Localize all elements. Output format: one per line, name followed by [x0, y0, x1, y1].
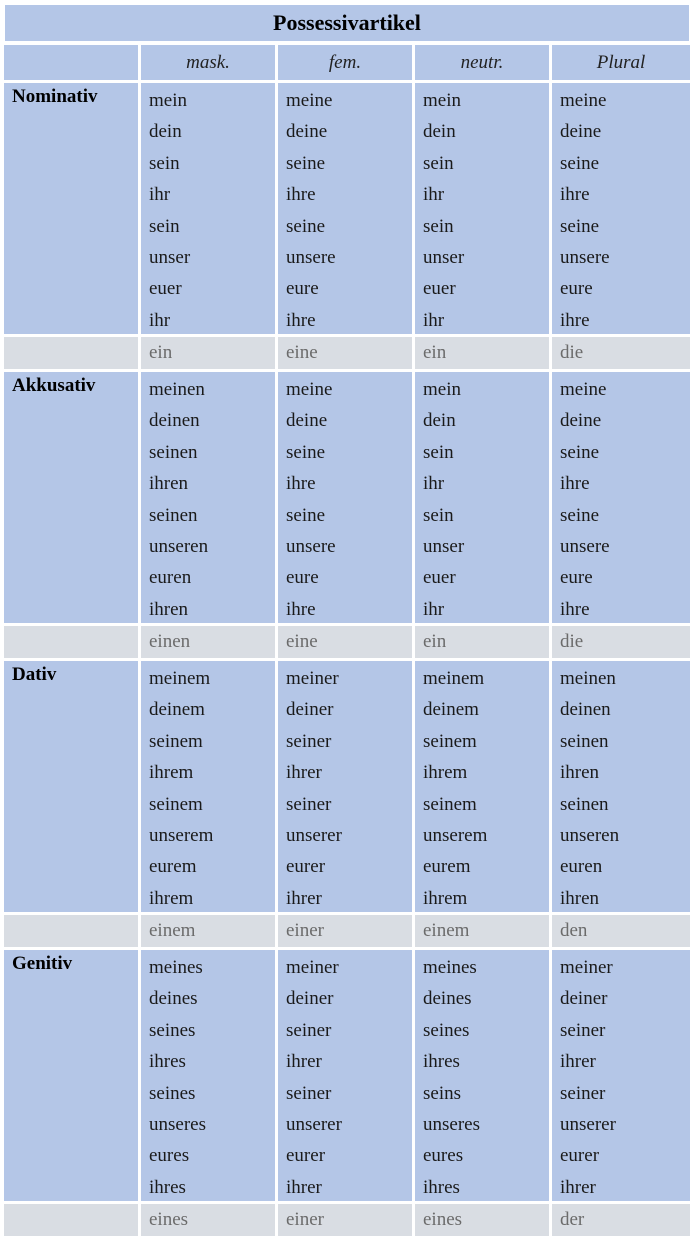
form-word: deiner [286, 699, 334, 721]
article-cell: eines [415, 1204, 552, 1236]
form-word: meinen [149, 379, 205, 400]
form-word: meiner [560, 957, 613, 978]
form-word: seines [423, 1019, 470, 1041]
form-word: ihrer [286, 762, 322, 784]
form-word: eure [560, 278, 593, 300]
form-word: seiner [286, 793, 332, 815]
form-word: seiner [560, 1019, 606, 1041]
form-word: unsere [286, 246, 336, 268]
case-label: Nominativ [4, 83, 141, 334]
form-word: ihr [423, 598, 445, 620]
form-word: unser [423, 246, 465, 268]
form-word: ihres [423, 1051, 460, 1073]
form-word: ihre [286, 598, 316, 620]
form-word: deine [560, 121, 602, 143]
forms-cell [552, 83, 690, 334]
form-word: sein [149, 152, 180, 174]
form-word: ihren [149, 598, 189, 620]
case-row-3 [4, 950, 690, 1201]
forms-cell [278, 83, 415, 334]
form-word: ihr [149, 184, 171, 206]
article-cell: eine [278, 337, 415, 369]
form-word: ihre [286, 309, 316, 331]
case-row-1 [4, 372, 690, 623]
form-word: meine [560, 90, 607, 111]
form-word: meinem [149, 668, 211, 689]
header-empty-cell [4, 45, 141, 80]
form-word: ihrer [560, 1051, 596, 1073]
forms-cell [415, 661, 552, 912]
form-word: seiner [286, 730, 332, 752]
article-cell: der [552, 1204, 690, 1236]
article-cell: den [552, 915, 690, 947]
form-word: mein [423, 90, 461, 111]
form-word: seinen [149, 441, 198, 463]
form-word: unseren [560, 824, 620, 846]
form-word: eurer [560, 1145, 600, 1167]
form-word: unserer [560, 1113, 616, 1135]
article-cell: eine [278, 626, 415, 658]
case-label: Akkusativ [4, 372, 141, 623]
form-word: deinen [560, 699, 611, 721]
forms-cell [278, 372, 415, 623]
form-word: unserer [286, 824, 342, 846]
form-word: meiner [286, 957, 339, 978]
form-word: unserem [149, 824, 214, 846]
form-word: ihr [423, 473, 445, 495]
form-word: eure [286, 567, 319, 589]
form-word: deines [149, 988, 198, 1010]
form-word: ihrer [560, 1176, 596, 1198]
forms-cell [278, 950, 415, 1201]
form-word: ihren [560, 887, 600, 909]
form-word: unser [423, 535, 465, 557]
form-word: ihrem [149, 887, 194, 909]
form-word: ihr [423, 309, 445, 331]
form-word: euren [149, 567, 192, 589]
form-word: dein [149, 121, 182, 143]
case-row-2 [4, 661, 690, 912]
form-word: seine [286, 441, 326, 463]
form-word: seiner [286, 1019, 332, 1041]
form-word: ihre [560, 473, 590, 495]
form-word: eure [286, 278, 319, 300]
form-word: seine [286, 504, 326, 526]
form-word: seine [560, 441, 600, 463]
article-cell: einer [278, 915, 415, 947]
form-word: meine [286, 90, 333, 111]
form-word: eures [423, 1145, 464, 1167]
form-word: unseren [149, 535, 209, 557]
form-word: ihr [423, 184, 445, 206]
forms-cell [552, 661, 690, 912]
article-empty-cell [4, 915, 141, 947]
form-word: seine [286, 215, 326, 237]
form-word: seinen [149, 504, 198, 526]
form-word: unserem [423, 824, 488, 846]
form-word: ihrer [286, 887, 322, 909]
form-word: meinen [560, 668, 616, 689]
forms-cell [552, 372, 690, 623]
forms-cell [415, 83, 552, 334]
form-word: meines [149, 957, 203, 978]
article-cell: einen [141, 626, 278, 658]
form-word: ihre [560, 184, 590, 206]
form-word: seinem [423, 793, 477, 815]
form-word: deine [560, 410, 602, 432]
form-word: deiner [560, 988, 608, 1010]
forms-cell [552, 950, 690, 1201]
article-cell: die [552, 337, 690, 369]
article-row-0 [4, 337, 690, 369]
form-word: seinen [560, 730, 609, 752]
form-word: unserer [286, 1113, 342, 1135]
form-word: seine [560, 152, 600, 174]
article-cell: ein [141, 337, 278, 369]
header-mask: mask. [141, 45, 278, 80]
form-word: ihres [423, 1176, 460, 1198]
forms-cell [141, 950, 278, 1201]
article-empty-cell [4, 1204, 141, 1236]
form-word: ihrem [149, 762, 194, 784]
form-word: eurer [286, 1145, 326, 1167]
form-word: eurem [423, 856, 471, 878]
form-word: seins [423, 1082, 461, 1104]
forms-cell [415, 950, 552, 1201]
article-cell: ein [415, 337, 552, 369]
header-row [4, 45, 690, 80]
form-word: ihre [286, 184, 316, 206]
form-word: ihres [149, 1176, 186, 1198]
form-word: seines [149, 1082, 196, 1104]
form-word: unser [149, 246, 191, 268]
form-word: unsere [560, 535, 610, 557]
article-cell: einem [141, 915, 278, 947]
form-word: eures [149, 1145, 190, 1167]
form-word: meine [286, 379, 333, 400]
form-word: unsere [286, 535, 336, 557]
article-row-1 [4, 626, 690, 658]
form-word: seinem [149, 793, 203, 815]
form-word: ihre [560, 309, 590, 331]
form-word: euer [149, 278, 182, 300]
article-empty-cell [4, 626, 141, 658]
form-word: ihrem [423, 762, 468, 784]
form-word: unseres [149, 1113, 206, 1135]
possessive-article-table [4, 4, 690, 1236]
forms-cell [141, 372, 278, 623]
form-word: sein [423, 215, 454, 237]
form-word: ihren [560, 762, 600, 784]
forms-cell [141, 661, 278, 912]
article-cell: einem [415, 915, 552, 947]
form-word: dein [423, 410, 456, 432]
form-word: seiner [560, 1082, 606, 1104]
form-word: seiner [286, 1082, 332, 1104]
forms-cell [278, 661, 415, 912]
form-word: sein [423, 152, 454, 174]
form-word: deine [286, 121, 328, 143]
form-word: ihren [149, 473, 189, 495]
form-word: euer [423, 567, 456, 589]
case-row-0 [4, 83, 690, 334]
header-fem: fem. [278, 45, 415, 80]
form-word: deine [286, 410, 328, 432]
form-word: seine [560, 215, 600, 237]
form-word: deines [423, 988, 472, 1010]
form-word: ihrer [286, 1051, 322, 1073]
header-neutr: neutr. [415, 45, 552, 80]
form-word: seinen [560, 793, 609, 815]
form-word: ihrem [423, 887, 468, 909]
form-word: sein [423, 441, 454, 463]
header-plural: Plural [552, 45, 690, 80]
article-row-3 [4, 1204, 690, 1236]
forms-cell [141, 83, 278, 334]
forms-cell [415, 372, 552, 623]
form-word: ihres [149, 1051, 186, 1073]
article-cell: ein [415, 626, 552, 658]
article-empty-cell [4, 337, 141, 369]
form-word: deiner [286, 988, 334, 1010]
form-word: seine [560, 504, 600, 526]
form-word: euren [560, 856, 603, 878]
form-word: seinem [423, 730, 477, 752]
form-word: eurem [149, 856, 197, 878]
form-word: unseres [423, 1113, 480, 1135]
form-word: meinem [423, 668, 485, 689]
table-title: Possessivartikel [4, 4, 690, 42]
form-word: sein [423, 504, 454, 526]
case-label: Genitiv [4, 950, 141, 1201]
form-word: deinem [423, 699, 479, 721]
form-word: ihre [286, 473, 316, 495]
article-row-2 [4, 915, 690, 947]
form-word: euer [423, 278, 456, 300]
form-word: deinem [149, 699, 205, 721]
case-label: Dativ [4, 661, 141, 912]
form-word: meiner [286, 668, 339, 689]
form-word: ihr [149, 309, 171, 331]
form-word: ihre [560, 598, 590, 620]
form-word: seines [149, 1019, 196, 1041]
form-word: eure [560, 567, 593, 589]
article-cell: die [552, 626, 690, 658]
form-word: dein [423, 121, 456, 143]
form-word: mein [423, 379, 461, 400]
form-word: unsere [560, 246, 610, 268]
article-cell: eines [141, 1204, 278, 1236]
form-word: eurer [286, 856, 326, 878]
article-cell: einer [278, 1204, 415, 1236]
form-word: seine [286, 152, 326, 174]
form-word: ihrer [286, 1176, 322, 1198]
form-word: seinem [149, 730, 203, 752]
form-word: deinen [149, 410, 200, 432]
form-word: meine [560, 379, 607, 400]
form-word: sein [149, 215, 180, 237]
form-word: meines [423, 957, 477, 978]
form-word: mein [149, 90, 187, 111]
